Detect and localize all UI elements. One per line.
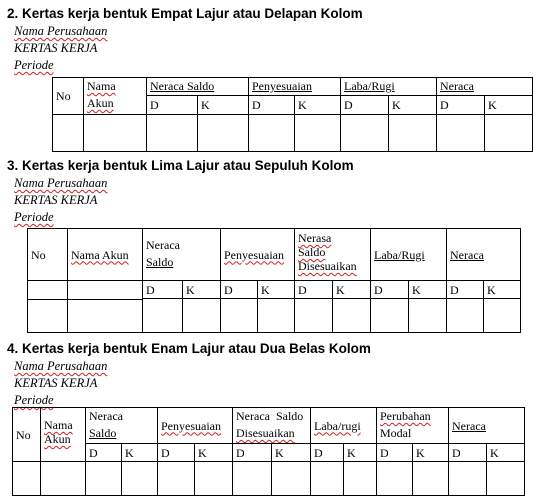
section-title: 3. Kertas kerja bentuk Lima Lajur atau Sepuluh Kolom — [7, 158, 354, 173]
header-text: Penyesuaian — [224, 247, 284, 262]
header-laba-rugi — [311, 408, 377, 444]
body-cell — [183, 299, 221, 332]
header-text: Akun — [87, 96, 114, 110]
header-debit: D — [86, 444, 122, 462]
header-text: Saldo — [89, 426, 117, 440]
header-kredit: K — [413, 444, 449, 462]
header-neraca-saldo — [86, 408, 158, 444]
body-cell — [13, 462, 41, 495]
body-cell — [437, 115, 485, 151]
header-no: No — [28, 229, 68, 281]
header-text: Neraca — [450, 247, 484, 262]
header-neraca: Neraca — [437, 78, 532, 96]
body-cell — [389, 115, 437, 151]
header-debit: D — [295, 281, 333, 299]
company-name: Nama Perusahaan — [14, 24, 108, 38]
header-neraca-saldo — [143, 229, 221, 281]
body-cell — [295, 299, 333, 332]
header-text: Laba/Rugi — [374, 247, 425, 262]
header-penyesuaian: Penyesuaian — [249, 78, 341, 96]
header-text: Nama — [44, 418, 73, 432]
document-title: KERTAS KERJA — [14, 376, 98, 390]
body-cell — [311, 462, 344, 495]
body-cell — [409, 299, 447, 332]
header-kredit: K — [409, 281, 447, 299]
worksheet-table — [12, 407, 525, 496]
period-label: Periode — [14, 393, 54, 407]
header-neraca-saldo: Neraca Saldo — [147, 78, 249, 96]
header-text: Nerasa — [298, 231, 332, 245]
header-neraca — [447, 229, 520, 281]
header-text: Disesuaikan — [298, 259, 357, 273]
body-cell — [249, 115, 295, 151]
header-debit: D — [311, 444, 344, 462]
header-debit: D — [371, 281, 409, 299]
header-neraca — [449, 408, 524, 444]
body-cell — [28, 299, 68, 332]
body-cell — [233, 462, 272, 495]
header-laba-rugi: Laba/Rugi — [341, 78, 437, 96]
body-cell — [195, 462, 233, 495]
document-title: KERTAS KERJA — [14, 41, 98, 55]
header-debit: D — [158, 444, 195, 462]
body-cell — [86, 462, 122, 495]
header-neraca-saldo-disesuaikan — [295, 229, 371, 281]
header-kredit: K — [295, 96, 341, 115]
header-text: Neraca — [89, 409, 123, 423]
header-debit: D — [437, 96, 485, 115]
header-text: Modal — [380, 426, 412, 440]
header-kredit: K — [389, 96, 437, 115]
header-nama-akun — [84, 78, 147, 115]
body-cell — [487, 462, 524, 495]
company-name: Nama Perusahaan — [14, 359, 108, 373]
header-debit: D — [341, 96, 389, 115]
body-cell — [371, 299, 409, 332]
body-cell — [221, 299, 258, 332]
header-text: Neraca — [146, 238, 180, 252]
header-debit: D — [143, 281, 183, 299]
header-penyesuaian — [158, 408, 233, 444]
header-text: Akun — [44, 432, 71, 446]
header-text: Perubahan — [380, 409, 431, 423]
body-cell — [484, 299, 520, 332]
section-title: 4. Kertas kerja bentuk Enam Lajur atau Dua Belas Kolom — [7, 341, 371, 356]
header-debit: D — [233, 444, 272, 462]
header-debit: D — [249, 96, 295, 115]
header-kredit: K — [344, 444, 377, 462]
header-text: Saldo — [146, 255, 174, 269]
body-cell — [447, 299, 484, 332]
header-kredit: K — [484, 281, 520, 299]
worksheet-table — [52, 77, 533, 152]
header-text: Laba/rugi — [314, 418, 361, 433]
header-debit: D — [447, 281, 484, 299]
header-kredit: K — [485, 96, 532, 115]
worksheet-table — [27, 228, 521, 333]
header-perubahan-modal — [377, 408, 449, 444]
body-cell — [68, 299, 143, 332]
header-debit: D — [377, 444, 413, 462]
document-title: KERTAS KERJA — [14, 193, 98, 207]
header-text: Penyesuaian — [161, 418, 221, 433]
header-laba-rugi — [371, 229, 447, 281]
header-kredit: K — [183, 281, 221, 299]
company-name: Nama Perusahaan — [14, 176, 108, 190]
body-cell — [198, 115, 249, 151]
body-cell — [147, 115, 198, 151]
header-text: Neraca Saldo — [236, 409, 304, 423]
body-cell — [84, 115, 147, 151]
body-cell — [295, 115, 341, 151]
body-cell — [413, 462, 449, 495]
body-cell — [158, 462, 195, 495]
header-debit: D — [221, 281, 258, 299]
header-text: Saldo — [298, 245, 326, 259]
header-kredit: K — [272, 444, 311, 462]
body-cell — [41, 462, 86, 495]
body-cell — [377, 462, 413, 495]
body-cell — [449, 462, 487, 495]
header-penyesuaian — [221, 229, 295, 281]
header-kredit: K — [198, 96, 249, 115]
body-cell — [122, 462, 158, 495]
body-cell — [272, 462, 311, 495]
body-cell — [143, 299, 183, 332]
header-kredit: K — [195, 444, 233, 462]
body-cell — [258, 299, 295, 332]
body-cell — [53, 115, 84, 151]
header-no: No — [13, 408, 41, 462]
header-debit: D — [449, 444, 487, 462]
header-neraca-saldo-disesuaikan — [233, 408, 311, 444]
header-cell — [28, 281, 68, 299]
body-cell — [485, 115, 532, 151]
period-label: Periode — [14, 210, 54, 224]
header-no: No — [53, 78, 84, 115]
header-text: Disesuaikan — [236, 426, 295, 440]
body-cell — [344, 462, 377, 495]
body-cell — [341, 115, 389, 151]
header-text: Nama Akun — [71, 247, 129, 262]
header-kredit: K — [487, 444, 524, 462]
header-text: Neraca — [452, 418, 486, 433]
header-cell — [68, 281, 143, 299]
body-cell — [333, 299, 371, 332]
header-nama-akun — [41, 408, 86, 462]
header-kredit: K — [122, 444, 158, 462]
period-label: Periode — [14, 58, 54, 72]
header-kredit: K — [258, 281, 295, 299]
section-title: 2. Kertas kerja bentuk Empat Lajur atau Delapan Kolom — [7, 6, 363, 21]
header-text: Nama — [87, 79, 116, 93]
header-nama-akun — [68, 229, 143, 281]
header-kredit: K — [333, 281, 371, 299]
header-debit: D — [147, 96, 198, 115]
